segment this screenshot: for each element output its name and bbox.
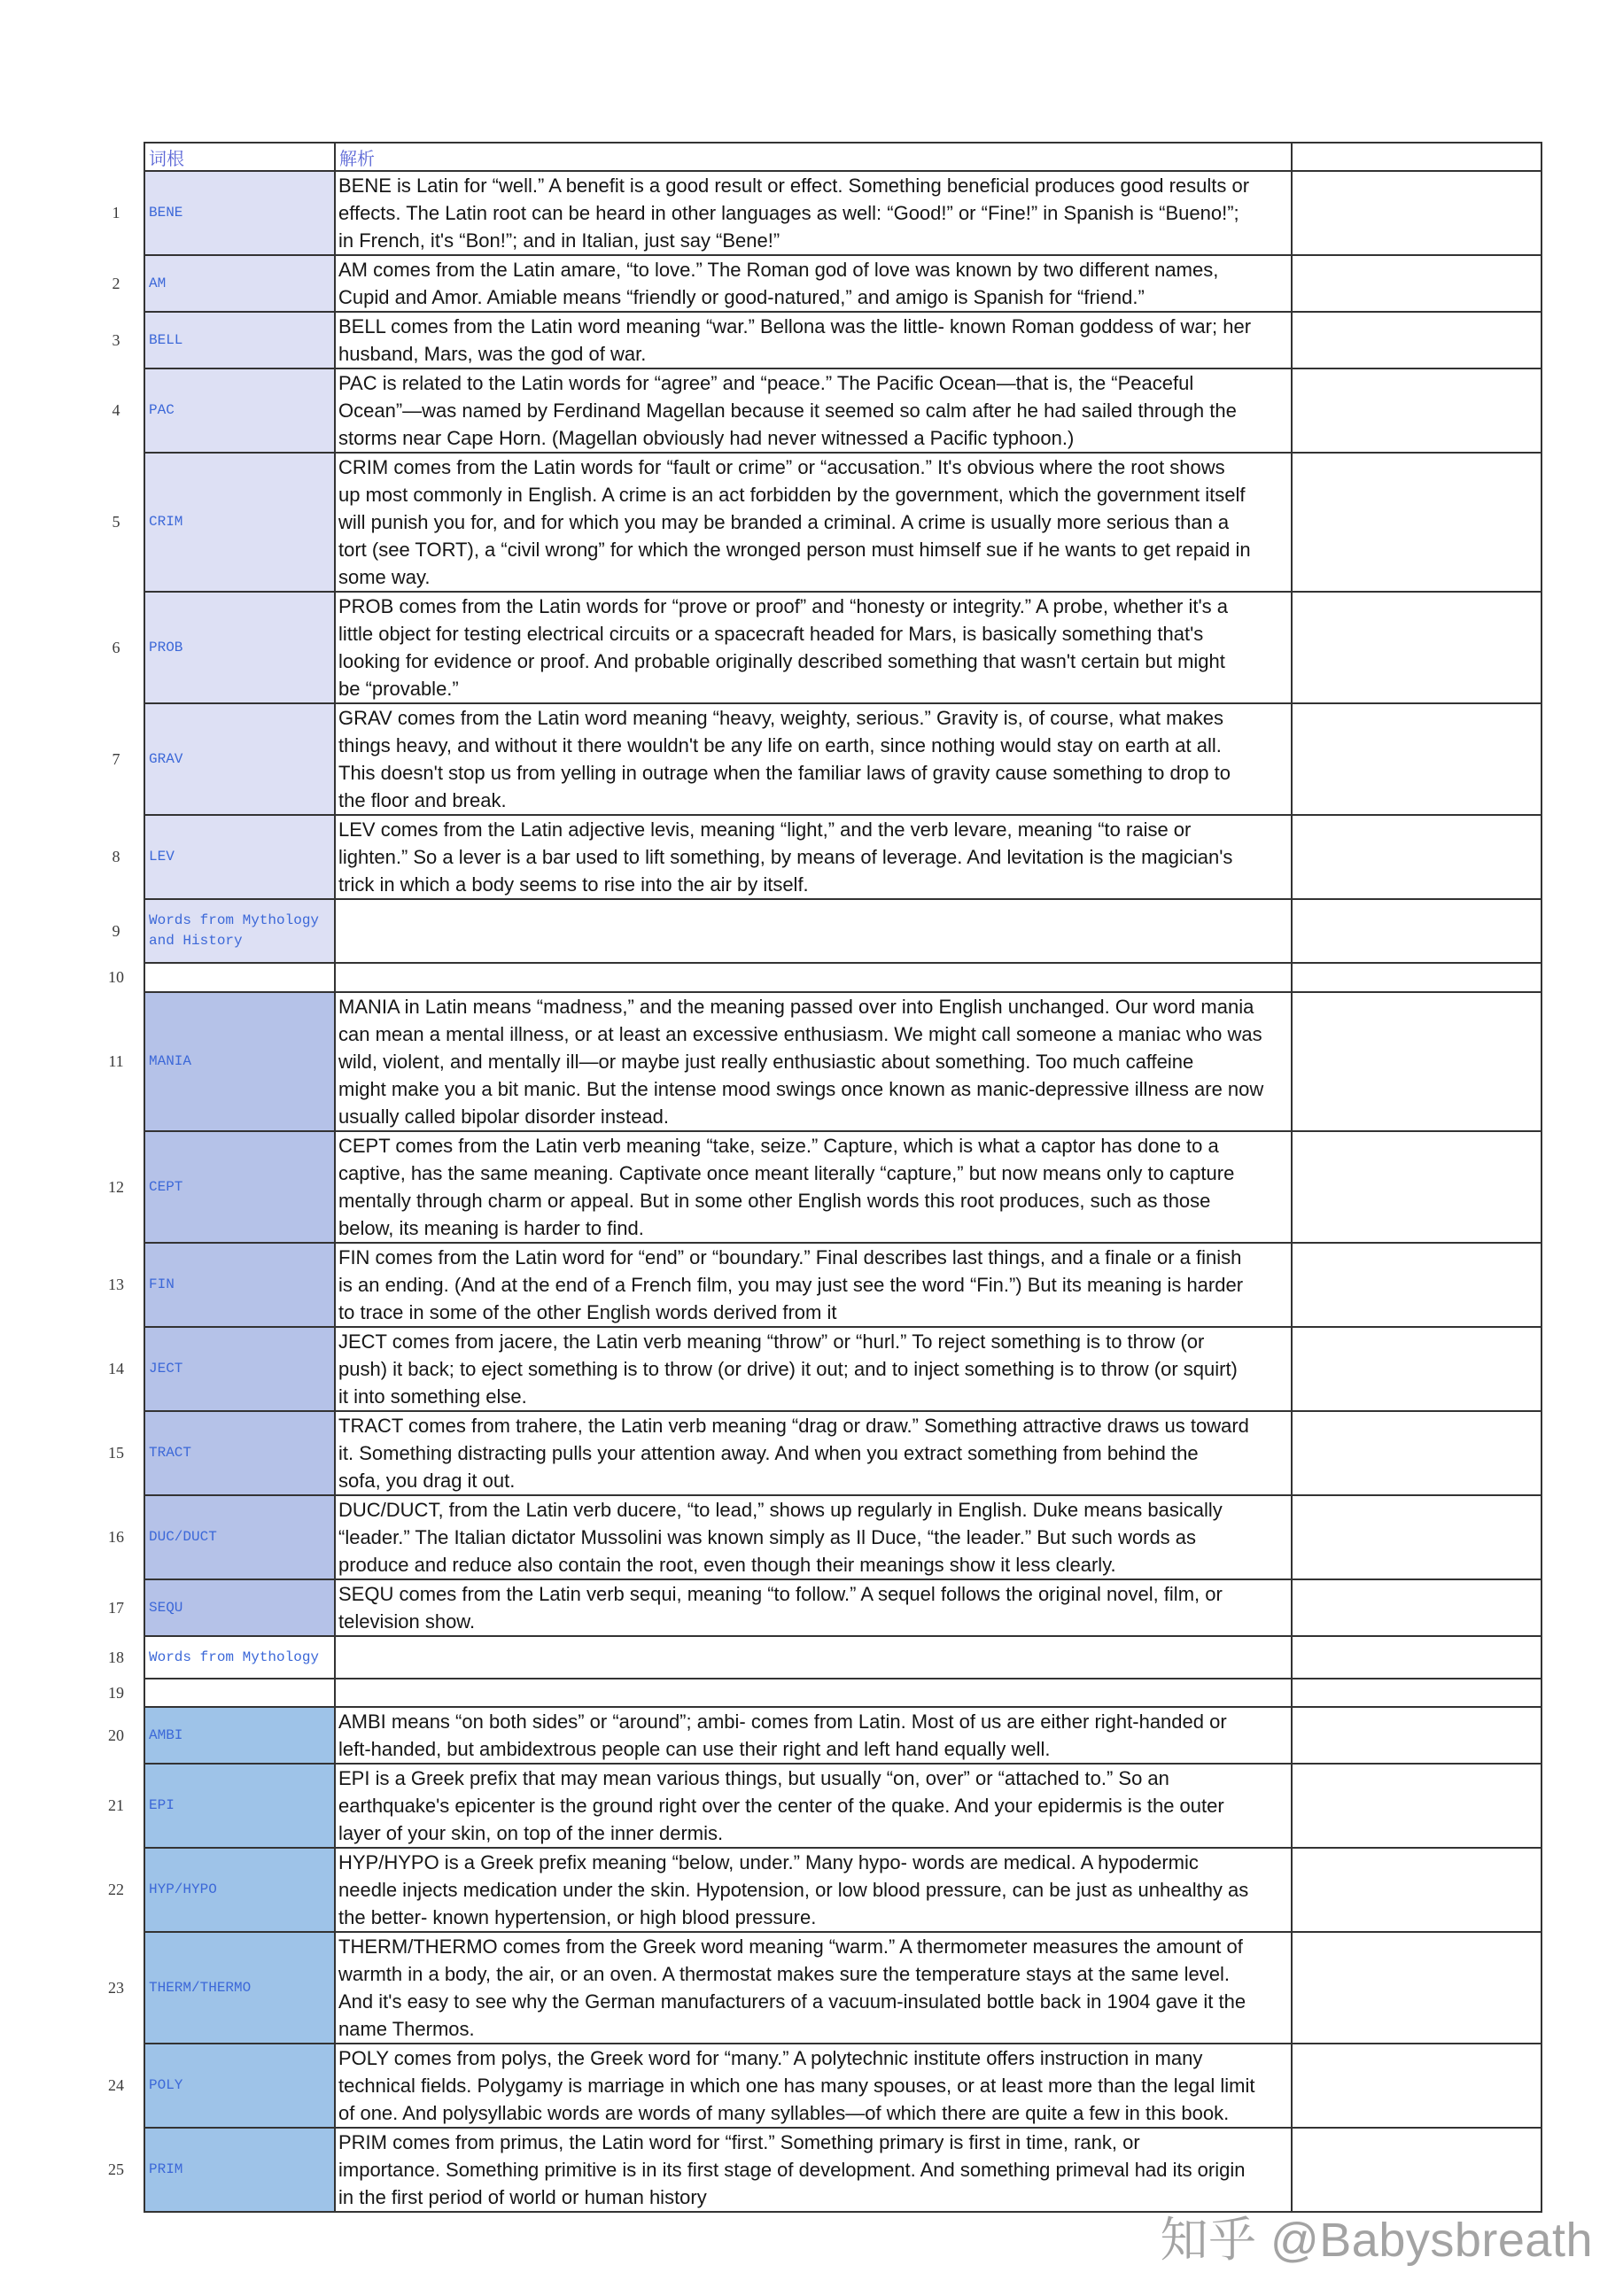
row-number: 12 <box>108 1177 124 1196</box>
table-row <box>89 992 1541 1131</box>
empty-cell <box>1292 1327 1541 1411</box>
root-cell <box>144 171 335 255</box>
explanation-line: BELL comes from the Latin word meaning “war.” Bellona was the little- known Roman goddess of war; her <box>338 315 1252 337</box>
explanation-line: “leader.” The Italian dictator Mussolini was known simply as Il Duce, “the leader.” But such words as <box>338 1526 1197 1548</box>
explanation-line: effects. The Latin root can be heard in other languages as well: “Good!” or “Fine!” in Spanish is “Bueno!”; <box>338 202 1239 224</box>
explanation-line: PAC is related to the Latin words for “agree” and “peace.” The Pacific Ocean—that is, the “Peaceful <box>338 372 1194 394</box>
explanation-line: MANIA in Latin means “madness,” and the meaning passed over into English unchanged. Our word mania <box>338 996 1254 1018</box>
row-number: 14 <box>108 1360 124 1377</box>
table-row <box>89 453 1541 592</box>
empty-cell <box>1292 255 1541 312</box>
explanation-cell <box>335 815 1292 899</box>
explanation-line: looking for evidence or proof. And probable originally described something that wasn't certain but might <box>338 650 1225 672</box>
row-number: 16 <box>108 1528 124 1546</box>
explanation-cell <box>335 1932 1292 2044</box>
explanation-line: LEV comes from the Latin adjective levis, meaning “light,” and the verb levare, meaning “to raise or <box>338 818 1192 841</box>
root-cell <box>144 1932 335 2044</box>
explanation-line: DUC/DUCT, from the Latin verb ducere, “to lead,” shows up regularly in English. Duke means basically <box>338 1499 1223 1521</box>
empty-cell <box>1292 963 1541 992</box>
root-label: BELL <box>149 331 183 348</box>
explanation-line: earthquake's epicenter is the ground right over the center of the quake. And your epidermis is the outer <box>338 1795 1224 1817</box>
root-label: BENE <box>149 205 183 221</box>
table-row <box>89 1932 1541 2044</box>
explanation-cell <box>335 1495 1292 1579</box>
table-row <box>89 1495 1541 1579</box>
explanation-line: wild, violent, and mentally ill—or maybe just really enthusiastic about something. Too much caffeine <box>338 1051 1194 1073</box>
empty-cell <box>1292 1579 1541 1636</box>
empty-cell <box>1292 1131 1541 1243</box>
empty-cell <box>1292 992 1541 1131</box>
row-number: 4 <box>112 401 120 419</box>
root-label: JECT <box>149 1361 183 1377</box>
explanation-line: And it's easy to see why the German manufacturers of a vacuum-insulated bottle back in 1904 gave it the <box>338 1990 1246 2013</box>
empty-cell <box>1292 1764 1541 1848</box>
table-row <box>89 1411 1541 1495</box>
row-number: 11 <box>108 1052 124 1070</box>
header-root: 词根 <box>144 143 335 171</box>
root-label: GRAV <box>149 750 183 767</box>
explanation-line: TRACT comes from trahere, the Latin verb meaning “drag or draw.” Something attractive draws us toward <box>338 1415 1249 1437</box>
explanation-cell <box>335 703 1292 815</box>
root-cell <box>144 592 335 703</box>
row-number-header <box>89 143 144 171</box>
explanation-cell <box>335 171 1292 255</box>
explanation-line: push) it back; to eject something is to throw (or drive) it out; and to inject something is to throw (or squirt) <box>338 1358 1238 1380</box>
explanation-line: POLY comes from polys, the Greek word for “many.” A polytechnic institute offers instruction in many <box>338 2047 1203 2069</box>
explanation-line: some way. <box>338 566 431 588</box>
explanation-line: PRIM comes from primus, the Latin word for “first.” Something primary is first in time, rank, or <box>338 2131 1140 2153</box>
row-number: 13 <box>108 1276 124 1293</box>
explanation-line: the floor and break. <box>338 789 507 811</box>
root-label: CRIM <box>149 514 183 530</box>
explanation-cell <box>335 1679 1292 1707</box>
explanation-line: left-handed, but ambidextrous people can use their right and left hand equally well. <box>338 1738 1051 1760</box>
row-number: 22 <box>108 1881 124 1898</box>
empty-cell <box>1292 2044 1541 2128</box>
root-label: TRACT <box>149 1445 192 1461</box>
table-row <box>89 1636 1541 1679</box>
root-label: MANIA <box>149 1053 192 1069</box>
explanation-line: EPI is a Greek prefix that may mean various things, but usually “on, over” or “attached to.” So an <box>338 1767 1169 1789</box>
empty-cell <box>1292 1932 1541 2044</box>
explanation-cell <box>335 1243 1292 1327</box>
explanation-line: sofa, you drag it out. <box>338 1470 516 1492</box>
explanation-cell <box>335 992 1292 1131</box>
row-number: 17 <box>108 1598 124 1617</box>
root-cell <box>144 1764 335 1848</box>
explanation-line: BENE is Latin for “well.” A benefit is a good result or effect. Something beneficial produces good results or <box>338 175 1250 197</box>
root-label: AM <box>149 275 167 291</box>
explanation-line: CEPT comes from the Latin verb meaning “take, seize.” Capture, which is what a captor has done to a <box>338 1135 1219 1157</box>
explanation-cell <box>335 1636 1292 1679</box>
root-cell <box>144 312 335 368</box>
explanation-line: in French, it's “Bon!”; and in Italian, just say “Bene!” <box>338 229 780 252</box>
empty-cell <box>1292 453 1541 592</box>
root-label: DUC/DUCT <box>149 1529 217 1545</box>
explanation-line: produce and reduce also contain the root, even though their meanings show it less clearly. <box>338 1554 1116 1576</box>
table-row <box>89 592 1541 703</box>
empty-cell <box>1292 2128 1541 2212</box>
root-label: PROB <box>149 639 183 655</box>
root-cell <box>144 1411 335 1495</box>
explanation-line: below, its meaning is harder to find. <box>338 1217 644 1239</box>
explanation-cell <box>335 899 1292 963</box>
table-row <box>89 171 1541 255</box>
root-label: SEQU <box>149 1599 183 1616</box>
table-row <box>89 1327 1541 1411</box>
root-label: PRIM <box>149 2161 183 2177</box>
row-number: 2 <box>112 274 120 292</box>
explanation-line: CRIM comes from the Latin words for “fault or crime” or “accusation.” It's obvious where the root shows <box>338 456 1225 478</box>
explanation-cell <box>335 592 1292 703</box>
table-row <box>89 2128 1541 2212</box>
empty-cell <box>1292 312 1541 368</box>
explanation-line: might make you a bit manic. But the intense mood swings once known as manic-depressive illness are now <box>338 1078 1264 1100</box>
explanation-line: it into something else. <box>338 1385 527 1408</box>
explanation-line: name Thermos. <box>338 2018 475 2040</box>
explanation-cell <box>335 255 1292 312</box>
row-number: 5 <box>112 513 120 531</box>
empty-cell <box>1292 1679 1541 1707</box>
explanation-line: it. Something distracting pulls your attention away. And when you extract something from behind the <box>338 1442 1199 1464</box>
explanation-line: things heavy, and without it there wouldn't be any life on earth, since nothing would stay on earth at all. <box>338 734 1222 756</box>
explanation-line: can mean a mental illness, or at least an excessive enthusiasm. We might call someone a maniac who was <box>338 1023 1262 1045</box>
table-row <box>89 1848 1541 1932</box>
root-cell <box>144 1707 335 1764</box>
explanation-line: FIN comes from the Latin word for “end” or “boundary.” Final describes last things, and a finale or a finish <box>338 1246 1242 1268</box>
explanation-cell <box>335 2044 1292 2128</box>
explanation-line: to trace in some of the other English words derived from it <box>338 1301 837 1323</box>
empty-cell <box>1292 703 1541 815</box>
root-cell <box>144 1131 335 1243</box>
explanation-line: Ocean”—was named by Ferdinand Magellan because it seemed so calm after he had sailed through the <box>338 399 1237 422</box>
root-label: AMBI <box>149 1726 183 1743</box>
root-cell <box>144 1579 335 1636</box>
row-number: 15 <box>108 1444 124 1462</box>
root-cell <box>144 963 335 992</box>
root-cell <box>144 453 335 592</box>
row-number: 25 <box>108 2160 124 2178</box>
root-cell <box>144 703 335 815</box>
root-label: HYP/HYPO <box>149 1881 217 1897</box>
explanation-cell <box>335 1411 1292 1495</box>
row-number: 8 <box>112 848 120 865</box>
empty-cell <box>1292 1636 1541 1679</box>
row-number: 23 <box>108 1978 124 1997</box>
explanation-line: tort (see TORT), a “civil wrong” for which the wronged person must himself sue if he wants to get repaid in <box>338 539 1251 561</box>
root-cell <box>144 992 335 1131</box>
table-row <box>89 255 1541 312</box>
header-empty <box>1292 143 1541 171</box>
explanation-line: This doesn't stop us from yelling in outrage when the familiar laws of gravity cause something to drop to <box>338 762 1231 784</box>
empty-cell <box>1292 1707 1541 1764</box>
empty-cell <box>1292 1411 1541 1495</box>
row-number: 3 <box>112 330 120 349</box>
explanation-cell <box>335 1764 1292 1848</box>
row-number: 18 <box>108 1648 124 1666</box>
root-cell <box>144 815 335 899</box>
table-row <box>89 703 1541 815</box>
explanation-line: SEQU comes from the Latin verb sequi, meaning “to follow.” A sequel follows the original novel, film, or <box>338 1583 1223 1605</box>
explanation-line: will punish you for, and for which you may be branded a criminal. A crime is usually more serious than a <box>338 511 1230 533</box>
root-label: Words from Mythology <box>149 1648 320 1665</box>
explanation-line: AMBI means “on both sides” or “around”; ambi- comes from Latin. Most of us are either right-handed or <box>338 1710 1227 1733</box>
table-row <box>89 899 1541 963</box>
row-number: 24 <box>108 2076 124 2094</box>
root-cell <box>144 2128 335 2212</box>
explanation-line: the better- known hypertension, or high blood pressure. <box>338 1906 817 1928</box>
root-label: POLY <box>149 2077 183 2093</box>
root-cell <box>144 255 335 312</box>
empty-cell <box>1292 171 1541 255</box>
empty-cell <box>1292 899 1541 963</box>
table-row <box>89 312 1541 368</box>
root-cell <box>144 899 335 963</box>
explanation-line: is an ending. (And at the end of a French film, you may just see the word “Fin.”) But its meaning is harder <box>338 1274 1244 1296</box>
root-label: THERM/THERMO <box>149 1979 252 1996</box>
root-cell <box>144 1848 335 1932</box>
explanation-line: husband, Mars, was the god of war. <box>338 343 647 365</box>
explanation-line: PROB comes from the Latin words for “prove or proof” and “honesty or integrity.” A probe, whether it's a <box>338 595 1229 617</box>
empty-cell <box>1292 368 1541 453</box>
explanation-line: THERM/THERMO comes from the Greek word meaning “warm.” A thermometer measures the amount of <box>338 1935 1243 1958</box>
root-cell <box>144 368 335 453</box>
table-row <box>89 2044 1541 2128</box>
explanation-cell <box>335 312 1292 368</box>
explanation-line: HYP/HYPO is a Greek prefix meaning “below, under.” Many hypo- words are medical. A hypodermic <box>338 1851 1199 1873</box>
empty-cell <box>1292 592 1541 703</box>
explanation-cell <box>335 1848 1292 1932</box>
explanation-line: of one. And polysyllabic words are words of many syllables—of which there are quite a few in this book. <box>338 2102 1230 2124</box>
row-number: 19 <box>108 1683 124 1702</box>
root-label: LEV <box>149 849 175 865</box>
explanation-line: needle injects medication under the skin. Hypotension, or low blood pressure, can be just as unhealthy as <box>338 1879 1249 1901</box>
header-row <box>89 143 1541 171</box>
root-cell <box>144 1243 335 1327</box>
root-cell <box>144 1327 335 1411</box>
row-number: 21 <box>108 1796 124 1814</box>
root-label: PAC <box>149 402 175 418</box>
table-row <box>89 1707 1541 1764</box>
root-label: EPI <box>149 1797 175 1813</box>
root-cell <box>144 1495 335 1579</box>
empty-cell <box>1292 1848 1541 1932</box>
explanation-cell <box>335 1579 1292 1636</box>
root-label: CEPT <box>149 1178 183 1195</box>
root-cell <box>144 2044 335 2128</box>
explanation-line: little object for testing electrical circuits or a spacecraft headed for Mars, is basically something that's <box>338 623 1204 645</box>
root-cell <box>144 1679 335 1707</box>
explanation-line: captive, has the same meaning. Captivate once meant literally “capture,” but now means only to capture <box>338 1162 1235 1184</box>
explanation-cell <box>335 1131 1292 1243</box>
row-number: 10 <box>108 968 124 986</box>
row-number: 20 <box>108 1726 124 1744</box>
table-row <box>89 1579 1541 1636</box>
explanation-line: usually called bipolar disorder instead. <box>338 1105 669 1128</box>
row-number: 7 <box>112 749 120 768</box>
table-row <box>89 368 1541 453</box>
header-explanation: 解析 <box>335 143 1292 171</box>
table-row <box>89 1679 1541 1707</box>
explanation-cell <box>335 1327 1292 1411</box>
explanation-cell <box>335 2128 1292 2212</box>
table-row <box>89 1131 1541 1243</box>
explanation-line: GRAV comes from the Latin word meaning “heavy, weighty, serious.” Gravity is, of course, what makes <box>338 707 1223 729</box>
empty-cell <box>1292 815 1541 899</box>
explanation-cell <box>335 1707 1292 1764</box>
explanation-line: JECT comes from jacere, the Latin verb meaning “throw” or “hurl.” To reject something is to throw (or <box>338 1330 1205 1353</box>
watermark: 知乎 @Babysbreath <box>1160 2214 1593 2267</box>
explanation-cell <box>335 368 1292 453</box>
explanation-line: importance. Something primitive is in its first stage of development. And something primeval had its origin <box>338 2159 1246 2181</box>
explanation-line: lighten.” So a lever is a bar used to lift something, by means of leverage. And levitation is the magician's <box>338 846 1233 868</box>
explanation-line: AM comes from the Latin amare, “to love.” The Roman god of love was known by two different names, <box>338 259 1219 281</box>
explanation-line: Cupid and Amor. Amiable means “friendly or good-natured,” and amigo is Spanish for “friend.” <box>338 286 1145 308</box>
table-row <box>89 963 1541 992</box>
explanation-line: storms near Cape Horn. (Magellan obviously had never witnessed a Pacific typhoon.) <box>338 427 1075 449</box>
row-number: 1 <box>112 204 120 221</box>
explanation-line: be “provable.” <box>338 678 459 700</box>
root-label: Words from Mythology and History <box>149 912 320 949</box>
table-row <box>89 1243 1541 1327</box>
table-row <box>89 1764 1541 1848</box>
explanation-line: technical fields. Polygamy is marriage in which one has many spouses, or at least more than the legal limit <box>338 2075 1255 2097</box>
explanation-line: layer of your skin, on top of the inner dermis. <box>338 1822 724 1844</box>
empty-cell <box>1292 1243 1541 1327</box>
word-roots-table <box>89 142 1542 2213</box>
explanation-cell <box>335 453 1292 592</box>
explanation-line: in the first period of world or human history <box>338 2186 707 2208</box>
table-body <box>89 171 1541 2212</box>
explanation-cell <box>335 963 1292 992</box>
row-number: 9 <box>112 921 120 940</box>
explanation-line: up most commonly in English. A crime is an act forbidden by the government, which the government itself <box>338 484 1246 506</box>
explanation-line: warmth in a body, the air, or an oven. A thermostat makes sure the temperature stays at the same level. <box>338 1963 1230 1985</box>
explanation-line: television show. <box>338 1610 476 1633</box>
explanation-line: mentally through charm or appeal. But in some other English words this root produces, such as those <box>338 1190 1211 1212</box>
table-row <box>89 815 1541 899</box>
root-cell <box>144 1636 335 1679</box>
root-label: FIN <box>149 1276 175 1292</box>
row-number: 6 <box>112 638 120 656</box>
explanation-line: trick in which a body seems to rise into the air by itself. <box>338 873 809 896</box>
empty-cell <box>1292 1495 1541 1579</box>
